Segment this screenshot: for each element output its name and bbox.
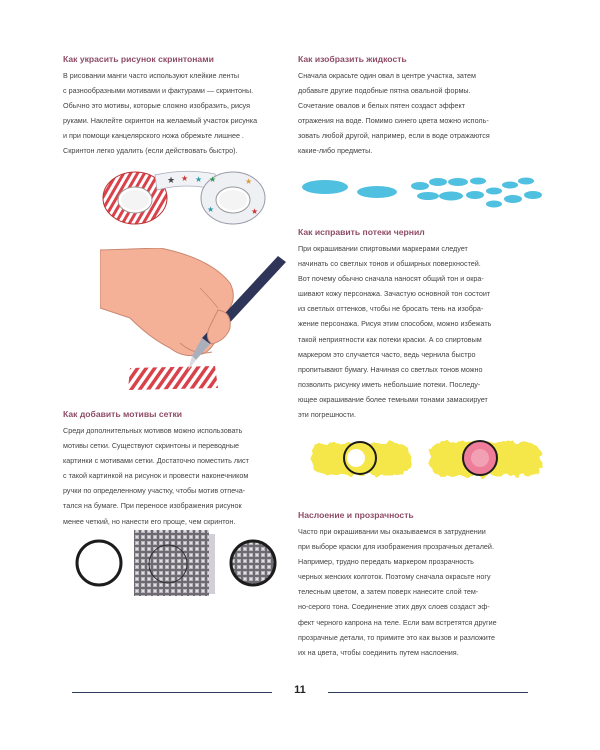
screentones-text: В рисовании манги часто используют клейкие ленты с разнообразными мотивами и фактурами — скринтоны. Обычно это мотивы, которые сложно изобразить, рисуя руками. Наклейте скринтон на желаемый участок рисунка и при помощи канцелярского ножа обрежьте лишнее . Скринтон легко удалить (если действовать быстро). [63,71,258,156]
svg-text:★: ★ [251,207,259,216]
layering-title: Наслоение и прозрачность [298,510,414,520]
tape-rolls-illustration [95,160,275,230]
footer-line-left [72,692,272,693]
svg-text:★: ★ [181,174,189,183]
liquid-text: Сначала окрасьте один овал в центре участка, затем добавьте другие подобные пятна овальной формы. Сочетание овалов и белых пятен создаст эффект отражения на воде. Помимо синего цвета можно исполь- зовать любой другой, например, если в воде отражаются какие-либо предметы. [298,71,490,156]
svg-text:★: ★ [207,205,215,214]
grid-motif-illustration [68,528,278,600]
ink-sample-pink [429,441,541,476]
tape-roll-right [201,172,265,224]
layering-text: Часто при окрашивании мы оказываемся в затруднении при выборе краски для изображения прозрачных деталей. Например, трудно передать маркером прозрачность черных женских колготок. Поэтому сначала окрасьте ногу телесным цветом, а затем поверх нанесите слой тем- но-серого тона. Соединение этих двух слоев создаст эф- фект черного капрона на теле. Если вам встретятся другие прозрачные детали, то примите это как вызов и разложите их на цвета, чтобы соединить путем наслоения. [298,527,497,657]
grid-sheet [134,530,209,596]
grid-text: Среди дополнительных мотивов можно использовать мотивы сетки. Существуют скринтоны и переводные картинки с мотивами сетки. Достаточно поместить лист с такой картинкой на рисунок и провести наконечником ручки по определенному участку, чтобы мотив отпеча- тался на бумаге. При переносе изображения рисунок менее четкий, но нанести его проще, чем скринтон. [63,426,249,526]
ink-sample-yellow [311,442,411,475]
svg-text:★: ★ [167,175,176,185]
svg-text:★: ★ [209,175,217,184]
water-ovals-illustration [298,172,548,212]
svg-text:★: ★ [195,175,203,184]
footer-line-right [328,692,528,693]
screentones-title: Как украсить рисунок скринтонами [63,54,214,64]
grid-title: Как добавить мотивы сетки [63,409,183,419]
svg-text:★: ★ [245,177,253,186]
liquid-title: Как изобразить жидкость [298,54,407,64]
ink-text: При окрашивании спиртовыми маркерами следует начинать со светлых тонов и обширных поверхностей. Вот почему обычно сначала наносят общий тон и окра- шивают кожу персонажа. Зачастую основной тон состоит из светлых оттенков, чтобы не бросать тень на изобра- жение персонажа. Рисуя этим способом, можно избежать такой неприятности как потеки краски. А со спиртовым маркером это случается часто, ведь чернила быстро пропитывают бумагу. Начиная со светлых тонов можно позволить рисунку иметь небольшие потеки. Последу- ющее окрашивание более темными тонами замаскирует эти погрешности. [298,244,492,420]
grid-filled-circle [231,541,275,585]
ink-bleed-illustration [305,428,550,490]
ink-title: Как исправить потеки чернил [298,227,425,237]
hand-cutting-tape-illustration [100,248,290,398]
empty-circle [77,541,121,585]
page-number: 11 [294,684,306,696]
